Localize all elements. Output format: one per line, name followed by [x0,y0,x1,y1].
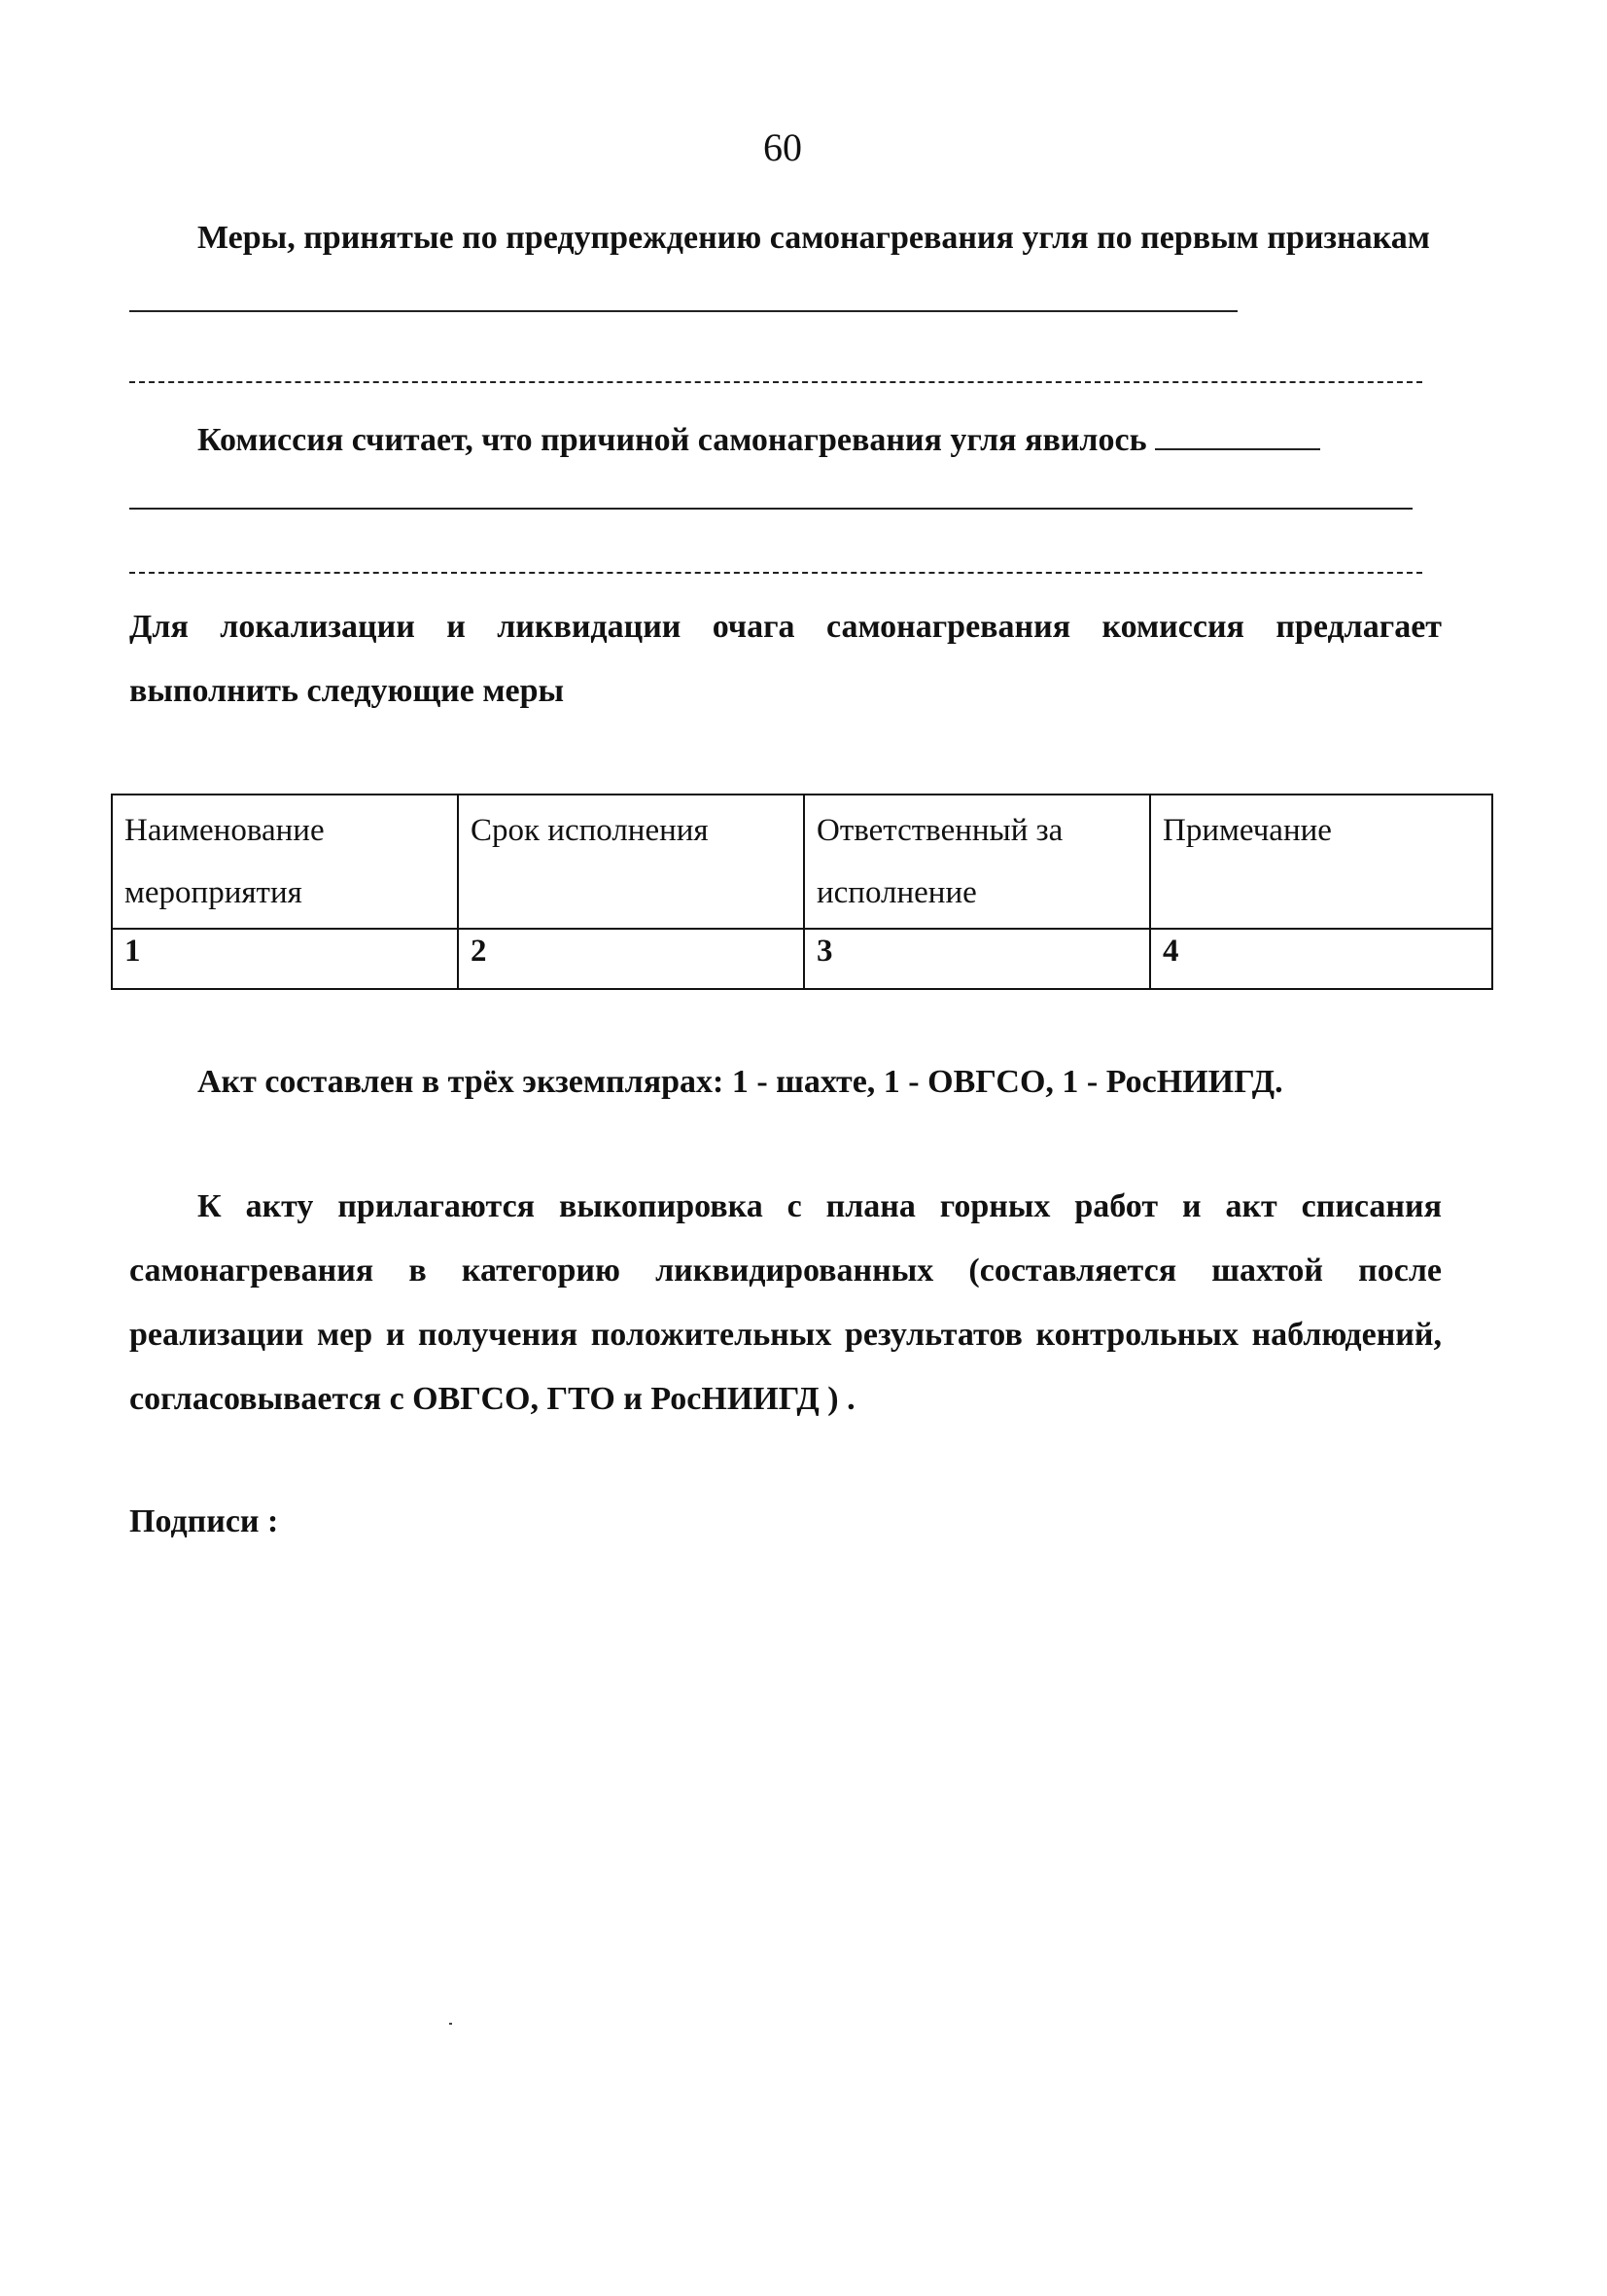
page-number: 60 [763,125,802,169]
table-header-row [112,795,1492,929]
header-deadline: Срок исполнения [458,795,804,929]
attachments-text: К акту прилагаются выкопировка с плана горных работ и акт списания самонагревания в категорию ликвидированных (составляется шахтой после реализации мер и получения положительных результатов контрольных наблюдений, согласовывается с ОВГСО, ГТО и РосНИИГД ) . [129,1188,1442,1417]
table-cell: 2 [458,929,804,989]
header-measure-name: Наименование мероприятия [112,795,458,929]
header-responsible: Ответственный за исполнение [804,795,1150,929]
cause-blank-line-1[interactable] [129,508,1413,510]
measures-taken-blank[interactable] [129,306,1238,312]
table-cell: 4 [1150,929,1492,989]
scan-speck [449,2023,452,2025]
cause-blank-line-2[interactable] [129,572,1422,574]
cause-blank[interactable] [1155,444,1320,450]
table-row [112,929,1492,989]
cause-text [129,408,1442,473]
table-cell: 3 [804,929,1150,989]
cause-label: Комиссия считает, что причиной самонагревания угля явилось [197,422,1147,458]
header-note: Примечание [1150,795,1492,929]
signatures-label: Подписи : [129,1503,279,1539]
measures-taken-label: Меры, принятые по предупреждению самонагревания угля по первым признакам [197,220,1430,256]
measures-taken-blank-line[interactable] [129,381,1422,383]
measures-table [111,794,1493,990]
table-cell: 1 [112,929,458,989]
act-copies-text: Акт составлен в трёх экземплярах: 1 - шахте, 1 - ОВГСО, 1 - РосНИИГД. [197,1064,1283,1100]
measures-taken-text [129,206,1442,335]
proposed-measures-text: Для локализации и ликвидации очага самонагревания комиссия предлагает выполнить следующие меры [129,609,1442,709]
